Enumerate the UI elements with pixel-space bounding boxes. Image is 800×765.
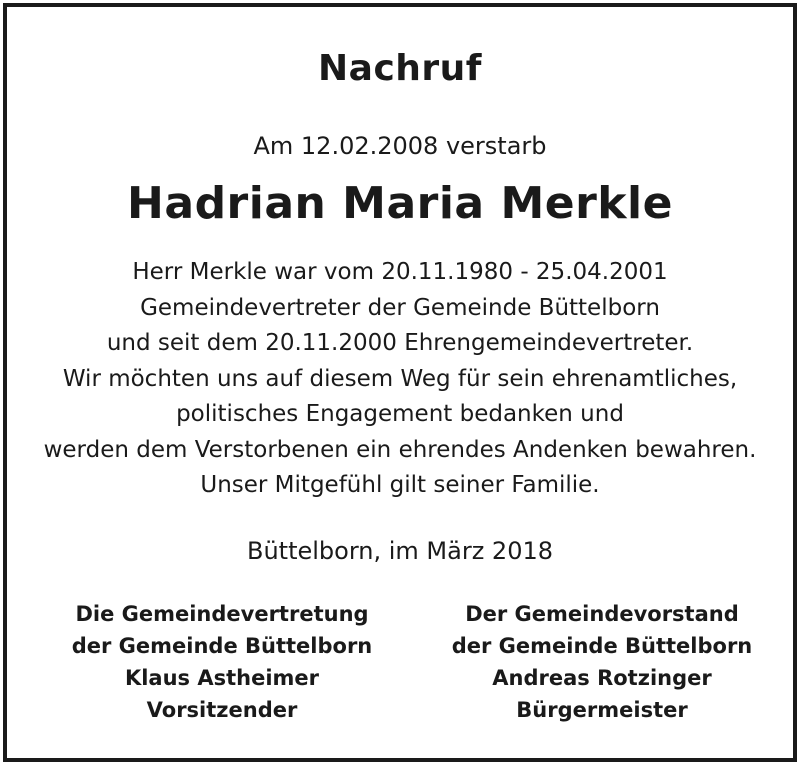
body-line: Unser Mitgefühl gilt seiner Familie.: [200, 472, 600, 498]
signature-line: der Gemeinde Büttelborn: [71, 634, 373, 658]
body-line: werden dem Verstorbenen ein ehrendes Andenken bewahren.: [43, 436, 757, 463]
body-line: Gemeindevertreter der Gemeinde Büttelborn: [140, 294, 660, 321]
signature-line: der Gemeinde Büttelborn: [451, 634, 753, 658]
signature-line: Der Gemeindevorstand: [465, 602, 739, 626]
body-line: und seit dem 20.11.2000 Ehrengemeindevertreter.: [106, 330, 694, 356]
obituary-frame: [3, 3, 797, 762]
death-date-line: Am 12.02.2008 verstarb: [253, 132, 547, 160]
notice-body: [7, 255, 793, 504]
signature-block-left: [37, 598, 407, 726]
signatory-role: Bürgermeister: [516, 698, 688, 722]
body-line: Herr Merkle war vom 20.11.1980 - 25.04.2001: [132, 259, 668, 285]
signatory-role: Vorsitzender: [146, 698, 298, 722]
signature-line: Die Gemeindevertretung: [75, 602, 369, 626]
signatory-name: Andreas Rotzinger: [492, 666, 712, 690]
body-line: politisches Engagement bedanken und: [176, 401, 624, 427]
notice-title: Nachruf: [318, 48, 482, 89]
body-line: Wir möchten uns auf diesem Weg für sein ehrenamtliches,: [62, 365, 738, 392]
signatory-name: Klaus Astheimer: [124, 666, 320, 690]
deceased-name: Hadrian Maria Merkle: [127, 178, 673, 229]
place-date: Büttelborn, im März 2018: [246, 537, 554, 565]
signature-block-right: [417, 598, 787, 726]
